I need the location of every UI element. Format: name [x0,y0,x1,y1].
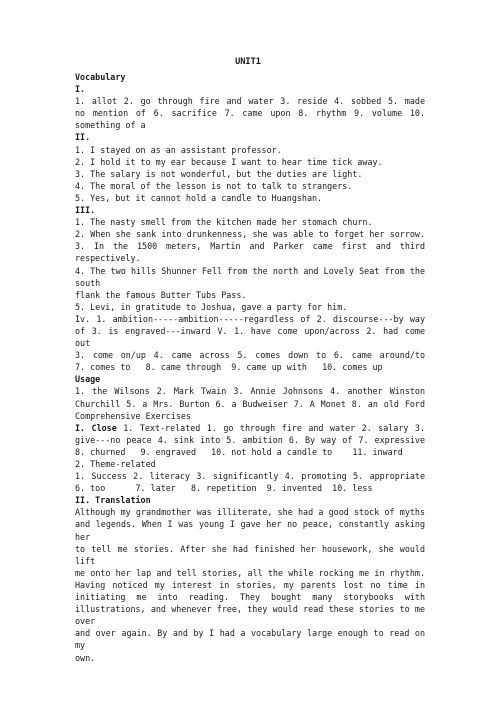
page-title: UNIT1 [235,57,261,67]
text-line [75,422,425,434]
text-line: to tell me stories. After she had finished her housework, she would lift [75,543,425,566]
text-line: Churchill 5. a Mrs. Burton 6. a Budweiser 7. A Monet 8. an old Ford [75,398,425,409]
text-line: 1. allot 2. go through fire and water 3. reside 4. sobbed 5. made [75,96,425,107]
text-line: 1. the Wilsons 2. Mark Twain 3. Annie Johnsons 4. another Winston [75,386,425,397]
section-heading: Usage [75,374,101,385]
text-line: something of a [75,120,146,131]
text-line: 4. The two hills Shunner Fell from the north and Lovely Seat from the south [75,265,425,288]
text-line: flank the famous Butter Tubs Pass. [75,289,247,300]
text-line: 1. The nasty smell from the kitchen made her stomach churn. [75,217,373,228]
section-heading: II. [75,132,91,143]
text-line: 1. Success 2. literacy 3. significantly 4. promoting 5. appropriate [75,471,425,482]
text-line: 6. too 7. later 8. repetition 9. invented 10. less [75,483,373,494]
text-line: 2. I hold it to my ear because I want to hear time tick away. [75,156,383,167]
section-heading: II. Translation [75,495,151,506]
text-line: me onto her lap and tell stories, all the while rocking me in rhythm. [75,567,425,578]
section-heading: III. [75,205,96,216]
text-line: of 3. is engraved---inward V. 1. have come upon/across 2. had come out [75,325,425,349]
text-line: 5. Levi, in gratitude to Joshua, gave a party for him. [75,301,348,312]
text-line: illustrations, and whenever free, they would read these stories to me over [75,604,425,627]
section-heading: Vocabulary [75,72,126,82]
text-line: 4. The moral of the lesson is not to talk to strangers. [75,180,353,191]
text-line: Having noticed my interest in stories, my parents lost no time in [75,579,425,590]
text-line: 3. The salary is not wonderful, but the duties are light. [75,168,363,179]
text-line: 2. When she sank into drunkenness, she was able to forget her sorrow. [75,229,425,240]
text-line: give---no peace 4. sink into 5. ambition 6. By way of 7. expressive [75,434,425,445]
text-line: Iv. 1. ambition-----ambition-----regardless of 2. discourse---by way [75,313,425,324]
text-line: Comprehensive Exercises [75,410,191,421]
text-line: 2. Theme-related [75,459,156,469]
text-line: 3. In the 1500 meters, Martin and Parker came first and third respectively. [75,241,425,264]
text-line: 3. come on/up 4. came across 5. comes down to 6. came around/to [75,350,425,361]
text-line: and legends. When I was young I gave her no peace, constantly asking her [75,519,425,542]
text-line: own. [75,652,96,663]
text-line: 7. comes to 8. came through 9. came up with 10. comes up [75,362,383,373]
text-line: 1. I stayed on as an assistant professor. [75,144,282,155]
section-heading: I. Close [75,422,117,433]
section-heading: I. [75,84,86,95]
text-line-rest: 1. Text-related 1. go through fire and water 2. salary 3. [116,422,425,433]
text-line: initiating me into reading. They bought many storybooks with [75,592,425,603]
text-line: 8. churned 9. engraved 10. not hold a candle to 11. inward [75,446,403,457]
text-line: and over again. By and by I had a vocabulary large enough to read on my [75,628,425,651]
document-body [75,71,425,664]
text-line: 5. Yes, but it cannot hold a candle to Huangshan. [75,192,323,203]
text-line: Although my grandmother was illiterate, she had a good stock of myths [75,507,425,518]
text-line: no mention of 6. sacrifice 7. came upon 8. rhythm 9. volume 10. [75,108,425,119]
